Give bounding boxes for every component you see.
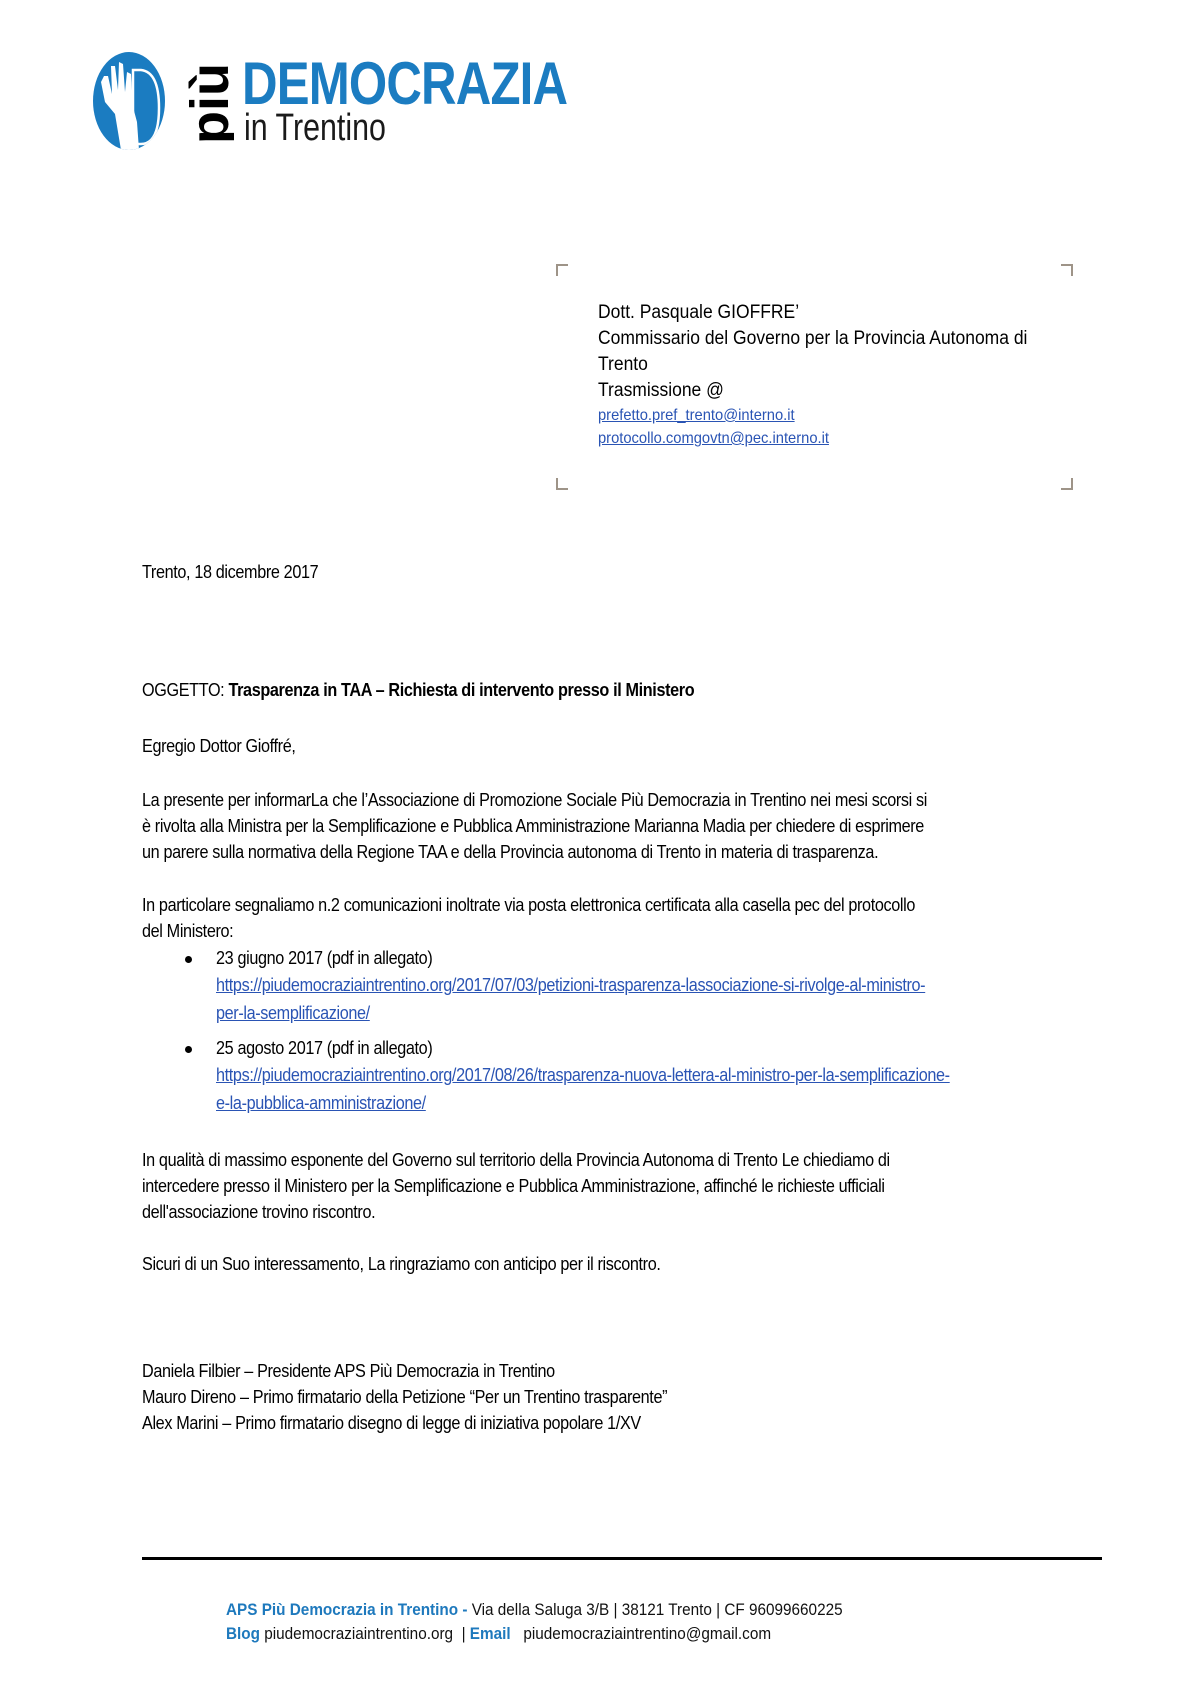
address-frame-corner xyxy=(556,478,568,490)
paragraph-line: dell'associazione trovino riscontro. xyxy=(142,1202,376,1222)
article-link-2-cont[interactable]: e-la-pubblica-amministrazione/ xyxy=(216,1093,426,1113)
address-frame-corner xyxy=(556,264,568,276)
recipient-email-link[interactable]: prefetto.pref_trento@interno.it xyxy=(598,407,795,424)
subject-text: Trasparenza in TAA – Richiesta di intervento presso il Ministero xyxy=(228,680,695,700)
bullet-icon xyxy=(185,1046,192,1053)
address-frame-corner xyxy=(1061,478,1073,490)
bullet-item-2 xyxy=(216,1035,950,1117)
footer-blog-value: piudemocraziaintrentino.org | xyxy=(260,1624,470,1643)
transmission-label: Trasmissione @ xyxy=(598,380,724,401)
signatures xyxy=(142,1358,667,1436)
logo-emblem xyxy=(93,52,165,150)
recipient-address-block xyxy=(598,300,1065,450)
article-link-1[interactable]: https://piudemocraziaintrentino.org/2017/07/03/petizioni-trasparenza-lassociazione-si-rivolge-al-ministro- xyxy=(216,975,926,995)
bullet-item-1 xyxy=(216,945,925,1027)
logo-subtitle: in Trentino xyxy=(244,107,386,149)
footer-email-value: piudemocraziaintrentino@gmail.com xyxy=(510,1624,772,1643)
footer-org-label: APS Più Democrazia in Trentino - xyxy=(226,1600,468,1619)
signature-line: Mauro Direno – Primo firmatario della Petizione “Per un Trentino trasparente” xyxy=(142,1387,668,1407)
paragraph-1 xyxy=(142,787,927,865)
closing-line: Sicuri di un Suo interessamento, La ringraziamo con anticipo per il riscontro. xyxy=(142,1254,661,1274)
salutation: Egregio Dottor Gioffré, xyxy=(142,736,296,756)
address-frame-corner xyxy=(1061,264,1073,276)
signature-line: Daniela Filbier – Presidente APS Più Democrazia in Trentino xyxy=(142,1361,555,1381)
footer-contacts xyxy=(226,1622,771,1646)
raised-hand-d-icon xyxy=(93,52,165,150)
logo-piu-vertical xyxy=(178,58,234,146)
paragraph-line: un parere sulla normativa della Regione TAA e della Provincia autonoma di Trento in materia di trasparenza. xyxy=(142,842,879,862)
paragraph-line: intercedere presso il Ministero per la Semplificazione e Pubblica Amministrazione, affinché le richieste ufficiali xyxy=(142,1176,885,1196)
paragraph-2 xyxy=(142,892,915,944)
bullet-label: 23 giugno 2017 (pdf in allegato) xyxy=(216,948,433,968)
logo-title: DEMOCRAZIA xyxy=(242,50,568,117)
footer-email-label: Email xyxy=(469,1624,511,1643)
bullet-label: 25 agosto 2017 (pdf in allegato) xyxy=(216,1038,433,1058)
article-link-2[interactable]: https://piudemocraziaintrentino.org/2017/08/26/trasparenza-nuova-lettera-al-ministro-per-la-semplificazione- xyxy=(216,1065,950,1085)
recipient-pec-link[interactable]: protocollo.comgovtn@pec.interno.it xyxy=(598,430,829,447)
paragraph-line: è rivolta alla Ministra per la Semplificazione e Pubblica Amministrazione Marianna Madia per chiedere di esprimere xyxy=(142,816,924,836)
svg-text:più: più xyxy=(180,63,234,144)
recipient-role: Commissario del Governo per la Provincia Autonoma di xyxy=(598,328,1028,349)
subject-label: OGGETTO: xyxy=(142,680,229,700)
subject-line xyxy=(142,677,694,703)
article-link-1-cont[interactable]: per-la-semplificazione/ xyxy=(216,1003,370,1023)
recipient-role-cont: Trento xyxy=(598,354,648,375)
footer-blog-label: Blog xyxy=(226,1624,261,1643)
bullet-icon xyxy=(185,956,192,963)
letter-date: Trento, 18 dicembre 2017 xyxy=(142,562,319,582)
paragraph-3 xyxy=(142,1147,890,1225)
signature-line: Alex Marini – Primo firmatario disegno di legge di iniziativa popolare 1/XV xyxy=(142,1413,641,1433)
paragraph-line: del Ministero: xyxy=(142,921,234,941)
footer-address xyxy=(226,1598,843,1622)
paragraph-line: La presente per informarLa che l’Associazione di Promozione Sociale Più Democrazia in Trentino nei mesi scorsi si xyxy=(142,790,928,810)
footer-divider xyxy=(142,1557,1102,1560)
paragraph-line: In particolare segnaliamo n.2 comunicazioni inoltrate via posta elettronica certificata alla casella pec del protocollo xyxy=(142,895,916,915)
recipient-name: Dott. Pasquale GIOFFRE’ xyxy=(598,302,800,323)
footer-address-text: Via della Saluga 3/B | 38121 Trento | CF 96099660225 xyxy=(467,1600,843,1619)
paragraph-line: In qualità di massimo esponente del Governo sul territorio della Provincia Autonoma di Trento Le chiediamo di xyxy=(142,1150,890,1170)
